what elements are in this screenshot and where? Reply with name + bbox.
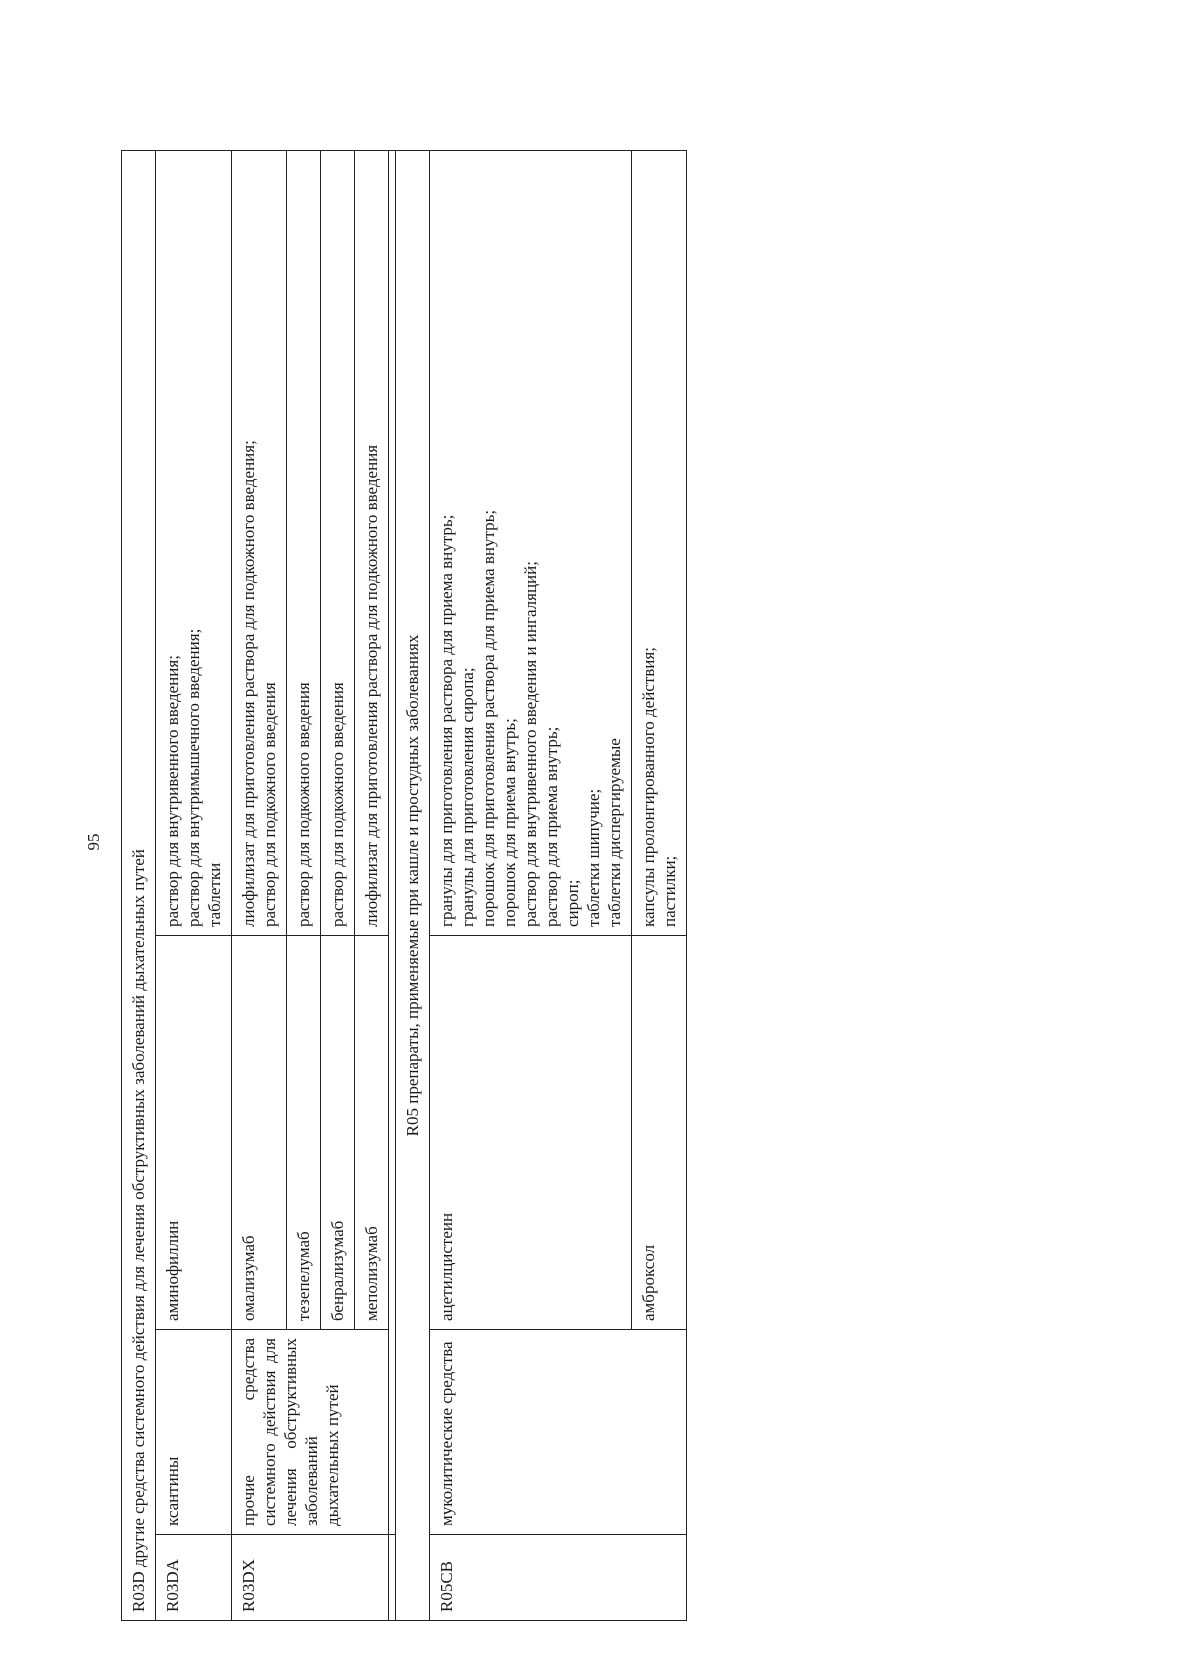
dosage-form-item: раствор для внутривенного введения и ингаляций; (521, 561, 540, 927)
section-title: R03D другие средства системного действия для лечения обструктивных заболеваний дыхательных путей (122, 151, 156, 1621)
table-row (232, 151, 287, 1621)
dosage-forms-list (162, 159, 225, 927)
dosage-form-item: капсулы пролонгированного действия; (639, 647, 658, 927)
atc-code: R03DX (232, 1535, 389, 1621)
table-row (430, 151, 632, 1621)
dosage-form-item: лиофилизат для приготовления раствора для подкожного введения (362, 444, 381, 927)
drug-name: омализумаб (232, 936, 287, 1330)
anatomical-therapeutic-group: муколитические средства (430, 1330, 687, 1535)
rotated-page-content (121, 151, 1026, 1621)
drug-name: бенрализумаб (321, 936, 355, 1330)
dosage-forms-list (361, 159, 382, 927)
dosage-forms (321, 151, 355, 936)
dosage-forms (632, 151, 687, 936)
dosage-form-item: раствор для внутривенного введения; (163, 655, 182, 927)
section-title-row (396, 151, 430, 1621)
dosage-form-item: гранулы для приготовления сиропа; (458, 667, 477, 927)
drug-name: ацетилцистеин (430, 936, 632, 1330)
dosage-forms (156, 151, 232, 936)
dosage-form-item: раствор для приема внутрь; (542, 726, 561, 927)
dosage-form-item: сироп; (563, 879, 582, 927)
dosage-form-item: пастилки; (660, 855, 679, 927)
dosage-form-item: лиофилизат для приготовления раствора для подкожного введения; (239, 440, 258, 927)
spacer-cell (389, 1535, 396, 1621)
dosage-forms-list (293, 159, 314, 927)
dosage-forms-list (238, 159, 280, 927)
dosage-form-item: раствор для подкожного введения (294, 682, 313, 927)
dosage-form-item: таблетки диспергируемые (605, 738, 624, 927)
dosage-form-item: порошок для приема внутрь; (500, 718, 519, 927)
drug-name: аминофиллин (156, 936, 232, 1330)
section-title: R05 препараты, применяемые при кашле и простудных заболеваниях (396, 151, 430, 1621)
section-title-row (122, 151, 156, 1621)
dosage-forms (355, 151, 389, 936)
drug-name: амброксол (632, 936, 687, 1330)
page-number: 95 (84, 833, 103, 851)
dosage-form-item: таблетки шипучие; (584, 788, 603, 927)
anatomical-therapeutic-group: ксантины (156, 1330, 232, 1535)
dosage-form-item: порошок для приготовления раствора для приема внутрь; (479, 509, 498, 927)
dosage-form-item: раствор для внутримышечного введения; (184, 628, 203, 927)
section-spacer-row (389, 151, 396, 1621)
table-row (156, 151, 232, 1621)
table-body (122, 151, 687, 1621)
atc-code: R03DA (156, 1535, 232, 1621)
drug-name: меполизумаб (355, 936, 389, 1330)
dosage-form-item: раствор для подкожного введения (328, 682, 347, 927)
dosage-forms (287, 151, 321, 936)
spacer-cell (389, 151, 396, 1535)
dosage-forms-list (638, 159, 680, 927)
drug-name: тезепелумаб (287, 936, 321, 1330)
dosage-forms-list (436, 159, 625, 927)
atc-code: R05CB (430, 1535, 687, 1621)
dosage-form-item: гранулы для приготовления раствора для приема внутрь; (437, 514, 456, 927)
dosage-form-item: таблетки (205, 862, 224, 927)
dosage-forms-list (327, 159, 348, 927)
dosage-forms (232, 151, 287, 936)
drug-table (121, 150, 687, 1621)
anatomical-therapeutic-group: прочие средства системного действия для лечения обструктивных заболеваний дыхательных путей (232, 1330, 389, 1535)
dosage-form-item: раствор для подкожного введения (260, 682, 279, 927)
dosage-forms (430, 151, 632, 936)
